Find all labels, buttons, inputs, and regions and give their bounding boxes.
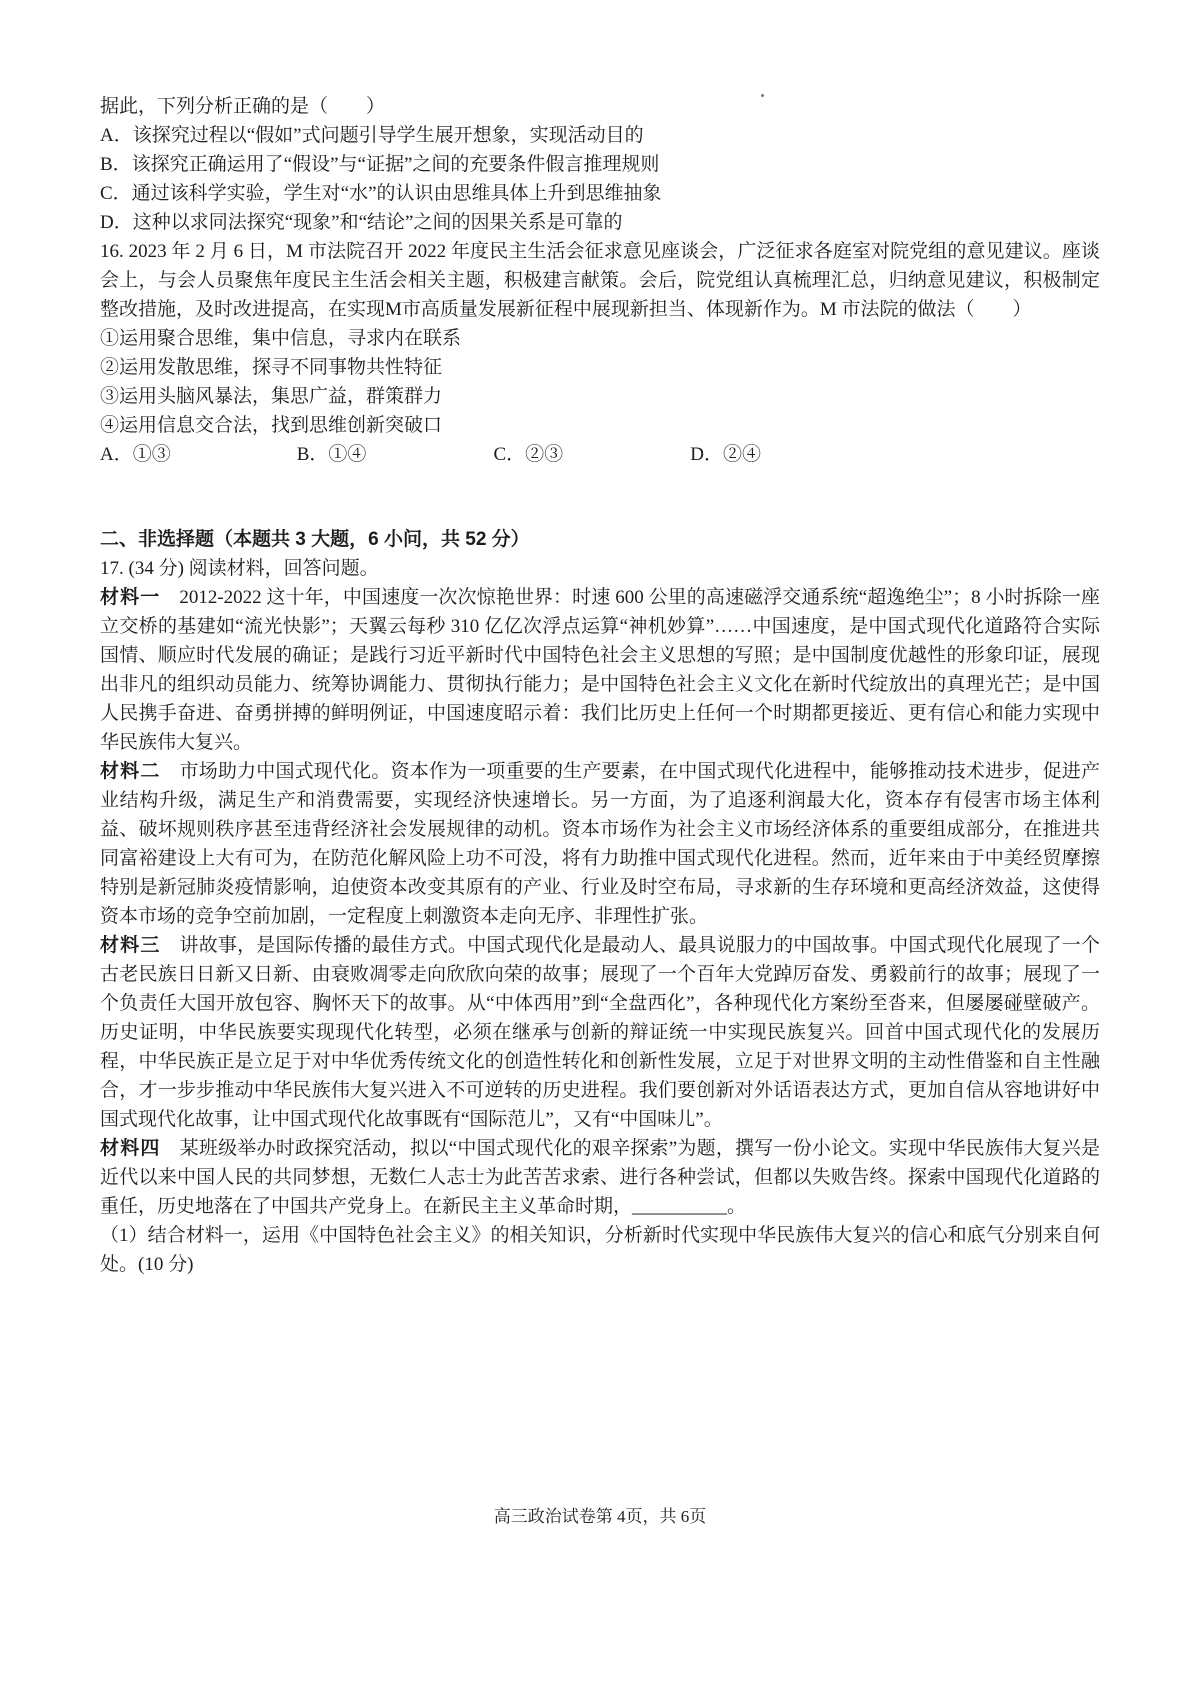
section2-heading: 二、非选择题（本题共 3 大题，6 小问，共 52 分） (100, 529, 530, 550)
material-4-label: 材料四 (100, 1138, 161, 1159)
q17-intro: 17. (34 分) 阅读材料，回答问题。 (100, 558, 379, 579)
material-3-label: 材料三 (100, 935, 161, 956)
q16-choice-b: B．①④ (296, 444, 367, 465)
q16-choices (100, 440, 1100, 469)
q15-option-c: C．通过该科学实验，学生对“水”的认识由思维具体上升到思维抽象 (100, 183, 662, 204)
q16-choice-a: A．①③ (100, 444, 171, 465)
page-footer: 高三政治试卷第 4页，共 6页 (493, 1507, 707, 1526)
q16-stem: 16. 2023 年 2 月 6 日，M 市法院召开 2022 年度民主生活会征求意见座谈会，广泛征求各庭室对院党组的意见建议。座谈会上，与会人员聚焦年度民主生活会相关主题，积极建言献策。会后，院党组认真梳理汇总，归纳意见建议，积极制定整改措施，及时改进提高，在实现M市高质量发展新征程中展现新担当、体现新作为。M 市法院的做法（ ） (100, 241, 1100, 320)
q15-option-a: A．该探究过程以“假如”式问题引导学生展开想象，实现活动目的 (100, 125, 644, 146)
q17-material-4 (100, 1134, 1100, 1221)
q16-item-4: ④运用信息交合法，找到思维创新突破口 (100, 415, 443, 436)
material-3-text: 讲故事，是国际传播的最佳方式。中国式现代化是最动人、最具说服力的中国故事。中国式现代化展现了一个古老民族日日新又日新、由衰败凋零走向欣欣向荣的故事；展现了一个百年大党踔厉奋发、勇毅前行的故事；展现了一个负责任大国开放包容、胸怀天下的故事。从“中体西用”到“全盘西化”，各种现代化方案纷至沓来，但屡屡碰壁破产。历史证明，中华民族要实现现代化转型，必须在继承与创新的辩证统一中实现民族复兴。回首中国式现代化的发展历程，中华民族正是立足于对中华优秀传统文化的创造性转化和创新性发展，立足于对世界文明的主动性借鉴和自主性融合，才一步步推动中华民族伟大复兴进入不可逆转的历史进程。我们要创新对外话语表达方式，更加自信从容地讲好中国式现代化故事，让中国式现代化故事既有“国际范儿”，又有“中国味儿”。 (100, 935, 1100, 1130)
material-1-label: 材料一 (100, 587, 161, 608)
scan-speck (761, 94, 764, 97)
material-4-text: 某班级举办时政探究活动，拟以“中国式现代化的艰辛探索”为题，撰写一份小论文。实现中华民族伟大复兴是近代以来中国人民的共同梦想，无数仁人志士为此苦苦求索、进行各种尝试，但都以失败告终。探索中国现代化道路的重任，历史地落在了中国共产党身上。在新民主主义革命时期，__________。 (100, 1138, 1100, 1217)
q17-sub-question-1: （1）结合材料一，运用《中国特色社会主义》的相关知识，分析新时代实现中华民族伟大复兴的信心和底气分别来自何处。(10 分) (100, 1225, 1100, 1275)
q16-item-3: ③运用头脑风暴法，集思广益，群策群力 (100, 386, 443, 407)
q17-material-2 (100, 757, 1100, 931)
q16-item-1: ①运用聚合思维，集中信息，寻求内在联系 (100, 328, 462, 349)
material-2-text: 市场助力中国式现代化。资本作为一项重要的生产要素，在中国式现代化进程中，能够推动技术进步，促进产业结构升级，满足生产和消费需要，实现经济快速增长。另一方面，为了追逐利润最大化，资本存有侵害市场主体利益、破坏规则秩序甚至违背经济社会发展规律的动机。资本市场作为社会主义市场经济体系的重要组成部分，在推进共同富裕建设上大有可为，在防范化解风险上功不可没，将有力助推中国式现代化进程。然而，近年来由于中美经贸摩擦特别是新冠肺炎疫情影响，迫使资本改变其原有的产业、行业及时空布局，寻求新的生存环境和更高经济效益，这使得资本市场的竞争空前加剧，一定程度上刺激资本走向无序、非理性扩张。 (100, 761, 1100, 927)
q15-option-b: B．该探究正确运用了“假设”与“证据”之间的充要条件假言推理规则 (100, 154, 660, 175)
material-1-text: 2012-2022 这十年，中国速度一次次惊艳世界：时速 600 公里的高速磁浮交通系统“超逸绝尘”；8 小时拆除一座立交桥的基建如“流光快影”；天翼云每秒 310 亿亿次浮点运算“神机妙算”……中国速度，是中国式现代化道路符合实际国情、顺应时代发展的确证；是践行习近平新时代中国特色社会主义思想的写照；是中国制度优越性的形象印证，展现出非凡的组织动员能力、统筹协调能力、贯彻执行能力；是中国特色社会主义文化在新时代绽放出的真理光芒；是中国人民携手奋进、奋勇拼搏的鲜明例证，中国速度昭示着：我们比历史上任何一个时期都更接近、更有信心和能力实现中华民族伟大复兴。 (100, 587, 1100, 753)
q15-stem: 据此，下列分析正确的是（ ） (100, 96, 386, 117)
q16-item-2: ②运用发散思维，探寻不同事物共性特征 (100, 357, 443, 378)
q16-choice-d: D．②④ (690, 444, 761, 465)
q16-choice-c: C．②③ (493, 444, 564, 465)
q17-material-1 (100, 583, 1100, 757)
q15-option-d: D．这种以求同法探究“现象”和“结论”之间的因果关系是可靠的 (100, 212, 623, 233)
q17-material-3 (100, 931, 1100, 1134)
material-2-label: 材料二 (100, 761, 161, 782)
